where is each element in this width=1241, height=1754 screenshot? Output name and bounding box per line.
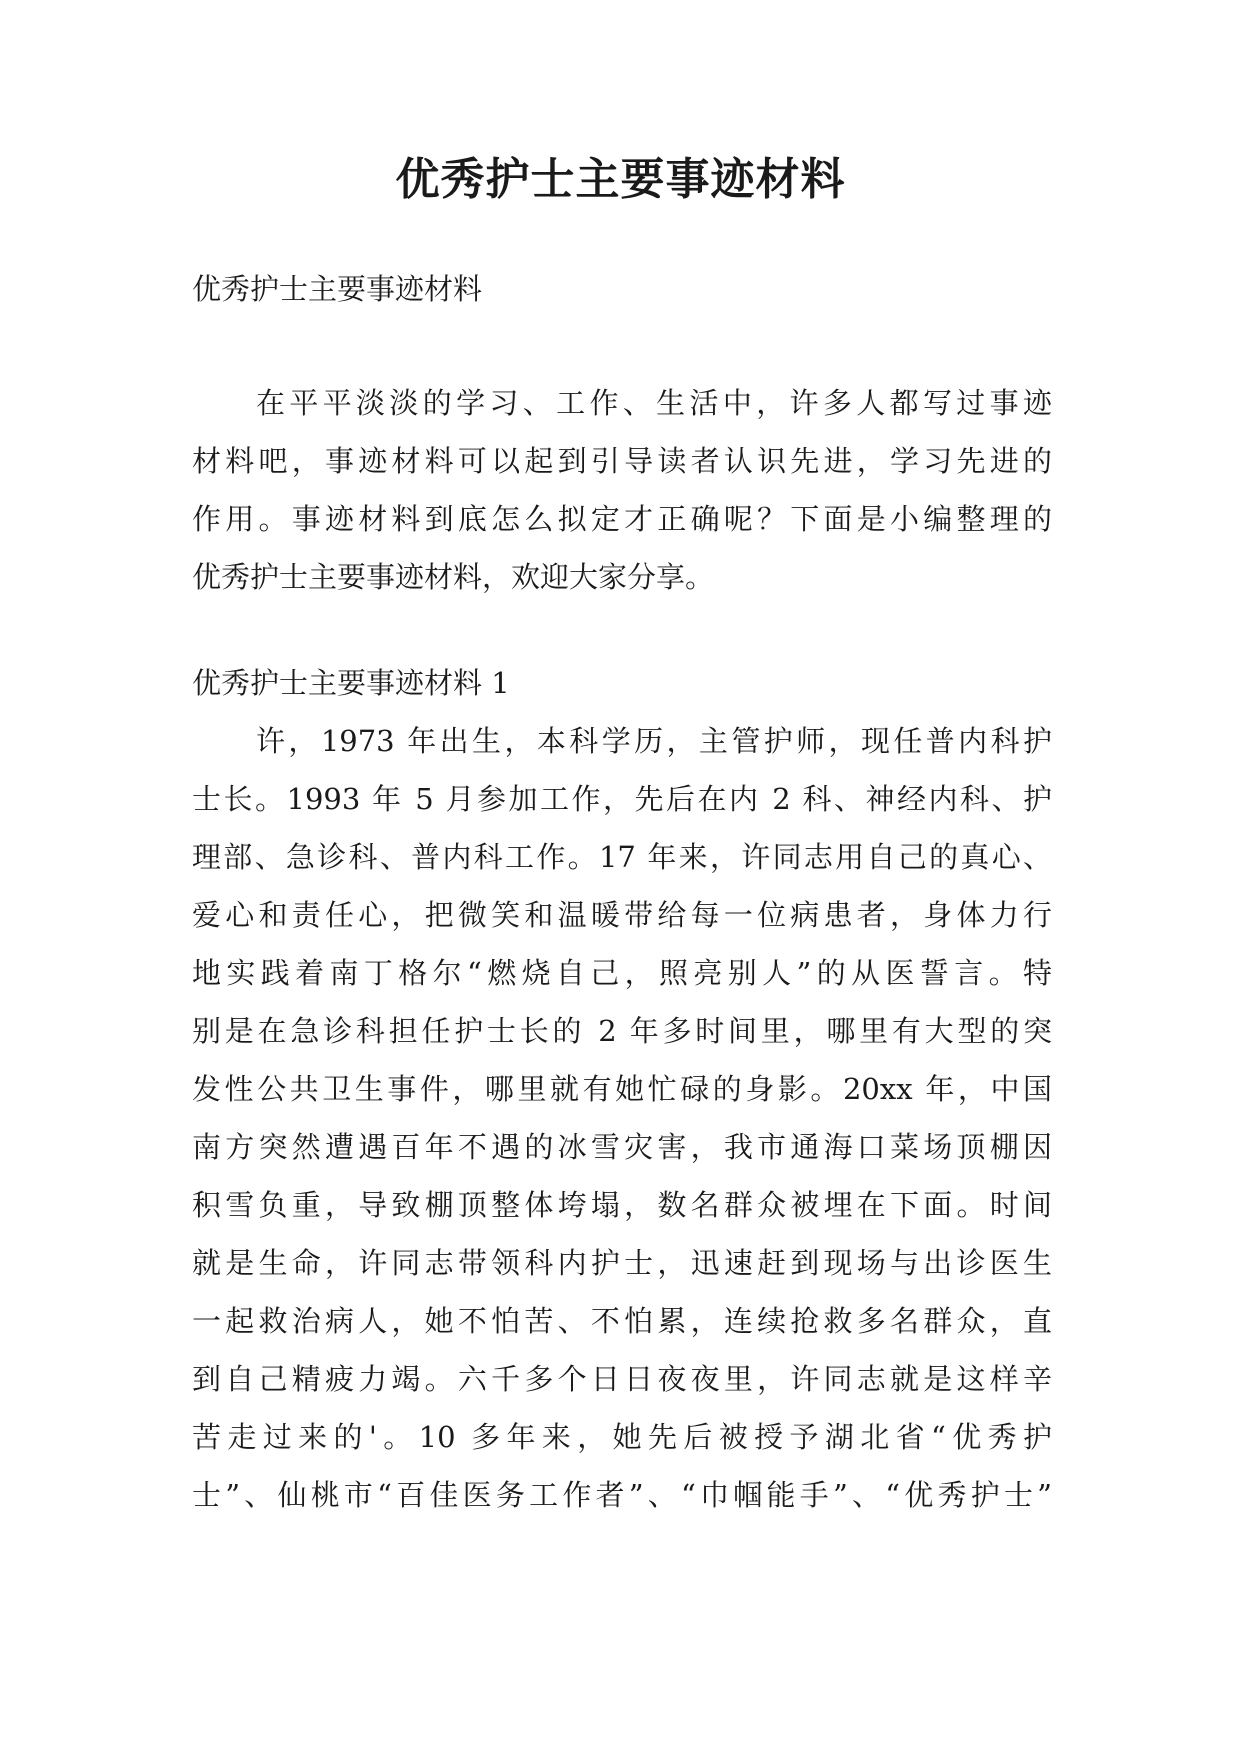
section-heading: 优秀护士主要事迹材料 1 <box>192 666 510 700</box>
spacer <box>192 606 1052 654</box>
paragraph-line: 发性公共卫生事件，哪里就有她忙碌的身影。20xx 年，中国 <box>192 1072 1052 1106</box>
document-body <box>192 260 1052 1524</box>
paragraph-line: 士”、仙桃市“百佳医务工作者”、“巾帼能手”、“优秀护士” <box>192 1478 1052 1512</box>
paragraph-line: 积雪负重，导致棚顶整体垮塌，数名群众被埋在下面。时间 <box>192 1188 1052 1222</box>
paragraph-line: 南方突然遭遇百年不遇的冰雪灾害，我市通海口菜场顶棚因 <box>192 1130 1052 1164</box>
paragraph-line: 优秀护士主要事迹材料，欢迎大家分享。 <box>192 560 715 594</box>
paragraph-line: 一起救治病人，她不怕苦、不怕累，连续抢救多名群众，直 <box>192 1304 1052 1338</box>
document-title: 优秀护士主要事迹材料 <box>395 154 846 205</box>
paragraph-line: 士长。1993 年 5 月参加工作，先后在内 2 科、神经内科、护 <box>192 782 1052 816</box>
spacer <box>192 318 1052 374</box>
paragraph-line: 别是在急诊科担任护士长的 2 年多时间里，哪里有大型的突 <box>192 1014 1052 1048</box>
paragraph-line: 在平平淡淡的学习、工作、生活中，许多人都写过事迹 <box>256 386 1052 420</box>
paragraph-line: 材料吧，事迹材料可以起到引导读者认识先进，学习先进的 <box>192 444 1052 478</box>
paragraph-line: 就是生命，许同志带领科内护士，迅速赶到现场与出诊医生 <box>192 1246 1052 1280</box>
paragraph-line: 地实践着南丁格尔“燃烧自己，照亮别人”的从医誓言。特 <box>192 956 1052 990</box>
document-subtitle: 优秀护士主要事迹材料 <box>192 272 483 306</box>
paragraph-line: 爱心和责任心，把微笑和温暖带给每一位病患者，身体力行 <box>192 898 1052 932</box>
paragraph-line: 作用。事迹材料到底怎么拟定才正确呢？下面是小编整理的 <box>192 502 1052 536</box>
paragraph-line: 苦走过来的'。10 多年来，她先后被授予湖北省“优秀护 <box>192 1420 1052 1454</box>
paragraph-line: 许，1973 年出生，本科学历，主管护师，现任普内科护 <box>256 724 1052 758</box>
paragraph-line: 理部、急诊科、普内科工作。17 年来，许同志用自己的真心、 <box>192 840 1052 874</box>
paragraph-line: 到自己精疲力竭。六千多个日日夜夜里，许同志就是这样辛 <box>192 1362 1052 1396</box>
intro-paragraph <box>192 374 1052 606</box>
section-paragraph <box>192 712 1052 1524</box>
